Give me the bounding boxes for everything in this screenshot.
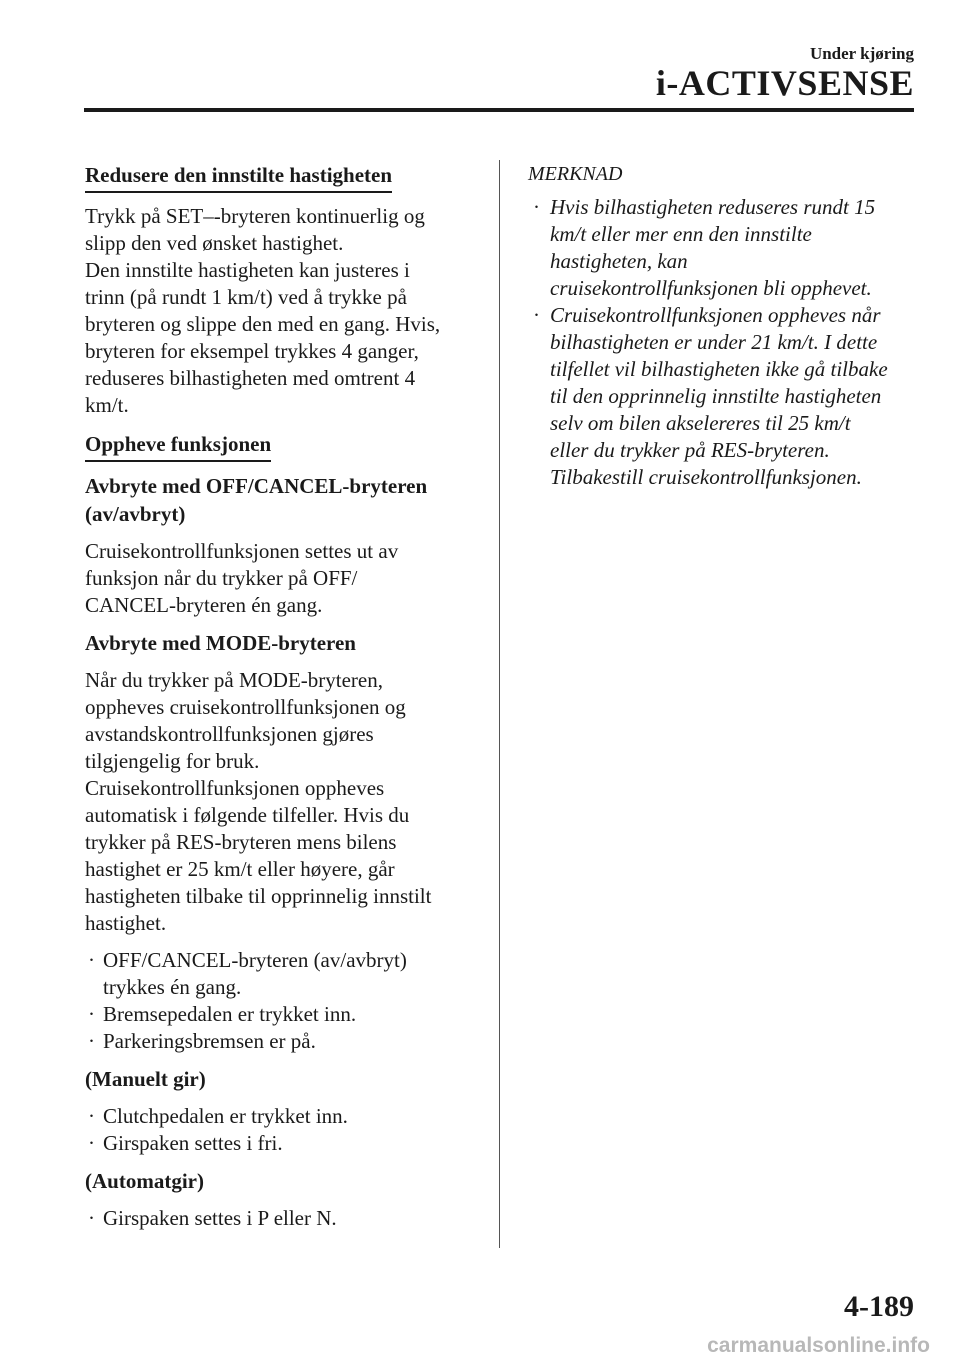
text-line: tilfellet vil bilhastigheten ikke gå tilbake (550, 357, 888, 381)
header-rule (84, 108, 914, 112)
note-list (528, 194, 918, 491)
list-item (85, 1028, 480, 1055)
cancel-conditions-list (85, 947, 480, 1055)
subheading-mode: Avbryte med MODE-bryteren (85, 631, 356, 655)
text-line: CANCEL-bryteren én gang. (85, 593, 323, 617)
text-line: eller du trykker på RES-bryteren. (550, 438, 830, 462)
note-label: MERKNAD (528, 163, 623, 185)
text-line: km/t eller mer enn den innstilte (550, 222, 812, 246)
text-line: Tilbakestill cruisekontrollfunksjonen. (550, 465, 862, 489)
text-line: avstandskontrollfunksjonen gjøres (85, 722, 374, 746)
paragraph-reduce-speed (85, 203, 480, 419)
text-line: Trykk på SET‒-bryteren kontinuerlig og (85, 204, 425, 228)
manual-conditions-list (85, 1103, 480, 1157)
text-line: reduseres bilhastigheten med omtrent 4 (85, 366, 416, 390)
list-item (528, 194, 918, 302)
watermark-text: carmanualsonline.info (707, 1334, 930, 1357)
text-line: (av/avbryt) (85, 502, 186, 526)
bullet-icon: · (88, 948, 95, 972)
list-item (85, 1103, 480, 1130)
text-line: trinn (på rundt 1 km/t) ved å trykke på (85, 285, 407, 309)
bullet-icon: · (88, 1206, 95, 1230)
column-divider (499, 160, 500, 1248)
list-item (85, 947, 480, 1001)
text-line: trykkes én gang. (103, 975, 242, 999)
text-line: hastigheten, kan (550, 249, 688, 273)
bullet-icon: · (88, 1002, 95, 1026)
text-line: tilgjengelig for bruk. (85, 749, 260, 773)
text-line: Parkeringsbremsen er på. (103, 1029, 316, 1053)
text-line: slipp den ved ønsket hastighet. (85, 231, 344, 255)
text-line: hastighet. (85, 911, 167, 935)
heading-reduce-speed: Redusere den innstilte hastigheten (85, 160, 392, 193)
automatic-conditions-list (85, 1205, 480, 1232)
text-line: Girspaken settes i fri. (103, 1131, 283, 1155)
text-line: bilhastigheten er under 21 km/t. I dette (550, 330, 878, 354)
text-line: til den opprinnelig innstilte hastigheten (550, 384, 882, 408)
list-item (85, 1130, 480, 1157)
list-item (85, 1205, 480, 1232)
bullet-icon: · (533, 303, 540, 327)
page-number: 4-189 (844, 1290, 914, 1323)
text-line: km/t. (85, 393, 129, 417)
text-line: funksjon når du trykker på OFF/ (85, 566, 358, 590)
text-line: Clutchpedalen er trykket inn. (103, 1104, 348, 1128)
text-line: hastigheten tilbake til opprinnelig innstilt (85, 884, 432, 908)
text-line: automatisk i følgende tilfeller. Hvis du (85, 803, 410, 827)
subheading-automatic: (Automatgir) (85, 1169, 204, 1193)
text-line: cruisekontrollfunksjonen bli opphevet. (550, 276, 872, 300)
text-line: Bremsepedalen er trykket inn. (103, 1002, 357, 1026)
subheading-off-cancel (85, 472, 480, 528)
subheading-manual: (Manuelt gir) (85, 1067, 206, 1091)
text-line: oppheves cruisekontrollfunksjonen og (85, 695, 406, 719)
text-line: Hvis bilhastigheten reduseres rundt 15 (550, 195, 876, 219)
chapter-label: Under kjøring (809, 44, 914, 63)
bullet-icon: · (88, 1029, 95, 1053)
text-line: selv om bilen akselereres til 25 km/t (550, 411, 851, 435)
text-line: bryteren for eksempel trykkes 4 ganger, (85, 339, 419, 363)
bullet-icon: · (88, 1131, 95, 1155)
text-line: Når du trykker på MODE-bryteren, (85, 668, 383, 692)
text-line: Cruisekontrollfunksjonen oppheves (85, 776, 385, 800)
bullet-icon: · (88, 1104, 95, 1128)
paragraph-off-cancel (85, 538, 480, 619)
bullet-icon: · (533, 195, 540, 219)
text-line: Den innstilte hastigheten kan justeres i (85, 258, 410, 282)
text-line: Cruisekontrollfunksjonen oppheves når (550, 303, 881, 327)
paragraph-mode (85, 667, 480, 937)
list-item (528, 302, 918, 491)
heading-cancel-function: Oppheve funksjonen (85, 429, 271, 462)
left-column (85, 160, 480, 1242)
text-line: hastighet er 25 km/t eller høyere, går (85, 857, 395, 881)
text-line: Avbryte med OFF/CANCEL-bryteren (85, 474, 428, 498)
right-column (528, 160, 918, 491)
section-title: i-ACTIVSENSE (655, 63, 914, 103)
text-line: trykker på RES-bryteren mens bilens (85, 830, 397, 854)
text-line: Cruisekontrollfunksjonen settes ut av (85, 539, 399, 563)
list-item (85, 1001, 480, 1028)
text-line: bryteren og slippe den med en gang. Hvis, (85, 312, 441, 336)
text-line: OFF/CANCEL-bryteren (av/avbryt) (103, 948, 407, 972)
text-line: Girspaken settes i P eller N. (103, 1206, 337, 1230)
